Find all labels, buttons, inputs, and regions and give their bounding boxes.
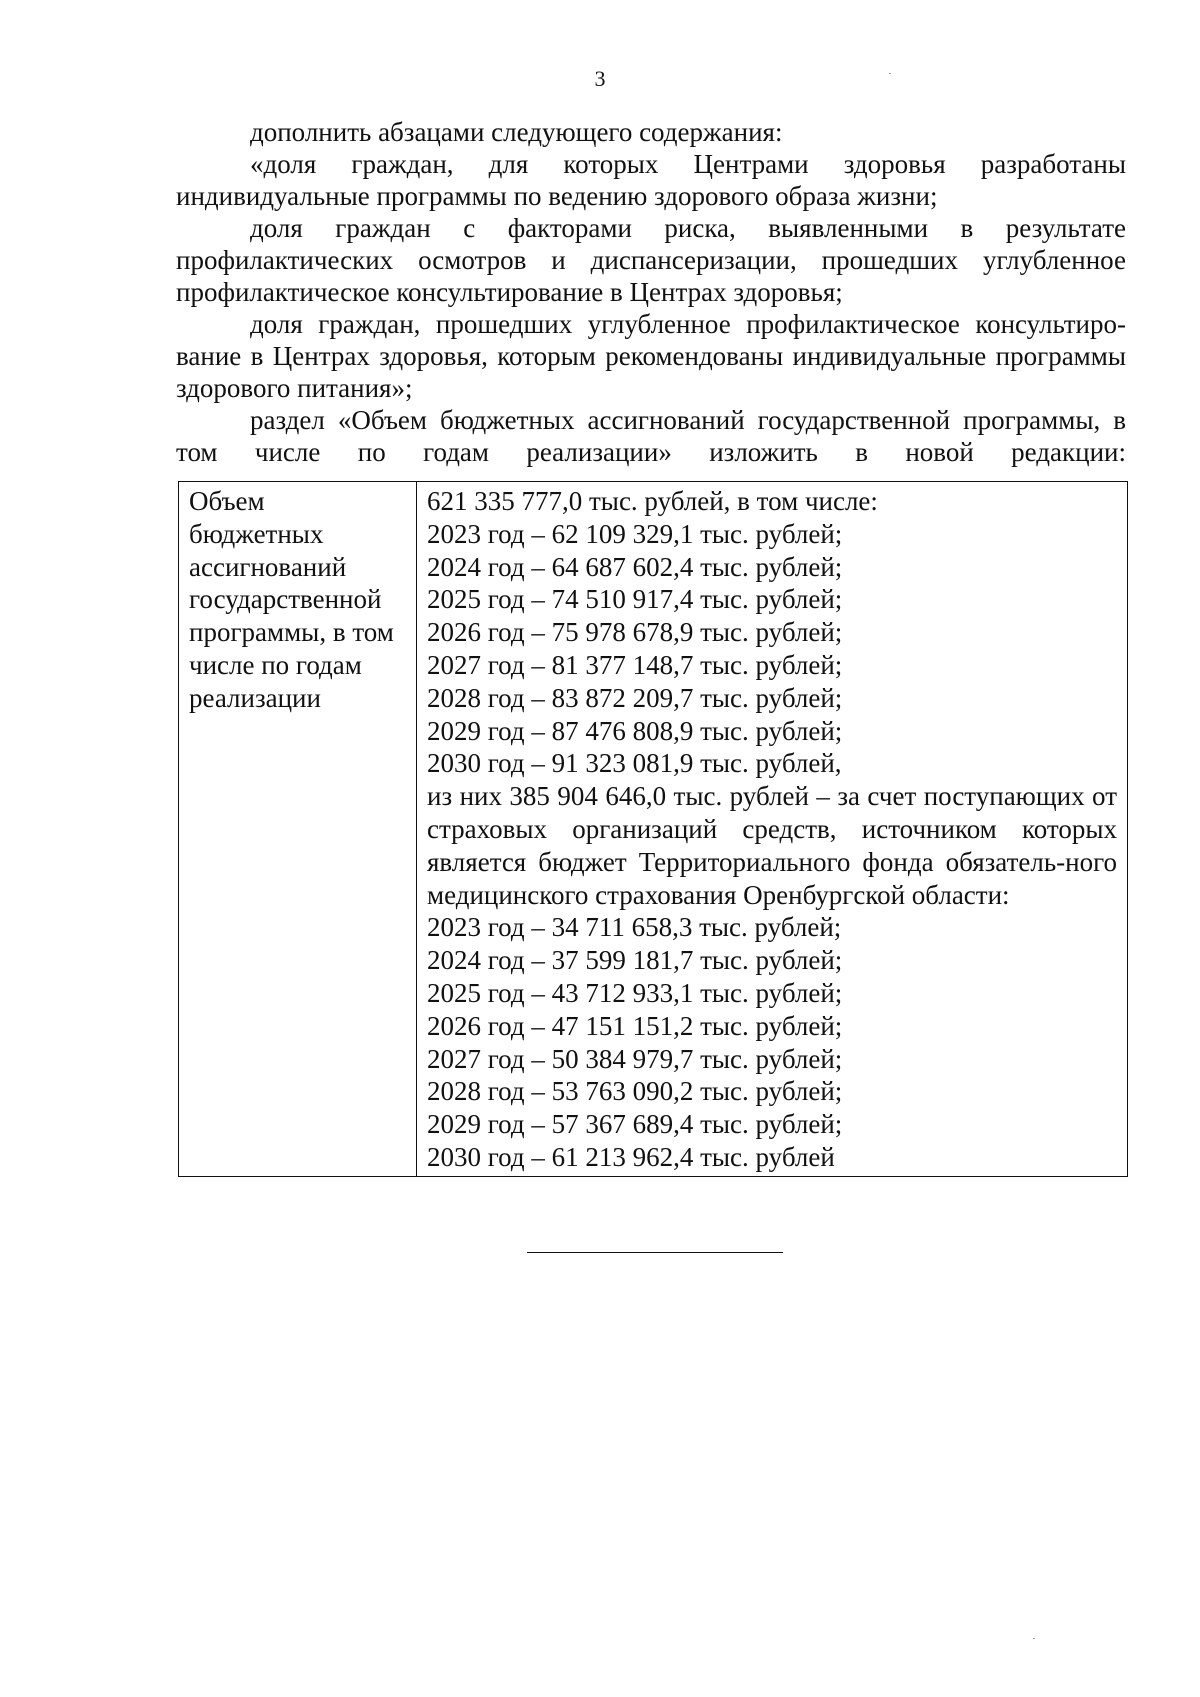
page-number: 3 bbox=[594, 66, 606, 91]
label-line: государственной bbox=[189, 584, 382, 615]
insurance-year-line: 2027 год – 50 384 979,7 тыс. рублей; bbox=[427, 1043, 843, 1074]
budget-year-line: 2026 год – 75 978 678,9 тыс. рублей; bbox=[427, 617, 843, 648]
label-line: реализации bbox=[189, 682, 321, 713]
budget-year-line: 2027 год – 81 377 148,7 тыс. рублей; bbox=[427, 649, 843, 680]
label-line: ассигнований bbox=[189, 551, 347, 582]
budget-total: 621 335 777,0 тыс. рублей, в том числе: bbox=[427, 486, 878, 516]
budget-allocation-table bbox=[178, 481, 1128, 1177]
insurance-year-line: 2024 год – 37 599 181,7 тыс. рублей; bbox=[427, 945, 843, 976]
insurance-year-line: 2026 год – 47 151 151,2 тыс. рублей; bbox=[427, 1010, 843, 1041]
label-line: Объем bbox=[189, 486, 265, 516]
budget-year-line: 2024 год – 64 687 602,4 тыс. рублей; bbox=[427, 551, 843, 582]
document-body bbox=[176, 116, 1126, 468]
paragraph-health-centers-programs: «доля граждан, для которых Центрами здоровья разработаны индивидуальные программы по ведению здорового образа жизни; bbox=[176, 149, 1126, 211]
insurance-funds-note: из них 385 904 646,0 тыс. рублей – за счет поступающих от страховых организаций средств, источником которых является бюджет Территориального фонда обязатель-ного медицинского страхования Оренбургской области: bbox=[427, 781, 1117, 910]
end-separator-line bbox=[527, 1252, 783, 1253]
budget-year-line: 2028 год – 83 872 209,7 тыс. рублей; bbox=[427, 682, 843, 713]
paragraph-intro: дополнить абзацами следующего содержания: bbox=[250, 117, 783, 147]
budget-year-line: 2029 год – 87 476 808,9 тыс. рублей; bbox=[427, 715, 843, 746]
label-line: числе по годам bbox=[189, 649, 362, 680]
table-row bbox=[179, 482, 1128, 1177]
insurance-year-line: 2030 год – 61 213 962,4 тыс. рублей bbox=[427, 1141, 835, 1172]
paragraph-risk-factors: доля граждан с факторами риска, выявленными в результате профилактических осмотров и диспансеризации, прошедших углубленное профилактическое консультирование в Центрах здоровья; bbox=[176, 213, 1126, 307]
insurance-year-line: 2028 год – 53 763 090,2 тыс. рублей; bbox=[427, 1076, 843, 1107]
scan-speck bbox=[889, 73, 891, 74]
table-value-cell bbox=[417, 482, 1128, 1177]
budget-year-line: 2023 год – 62 109 329,1 тыс. рублей; bbox=[427, 518, 843, 549]
insurance-year-line: 2029 год – 57 367 689,4 тыс. рублей; bbox=[427, 1109, 843, 1140]
paragraph-nutrition-programs: доля граждан, прошедших углубленное профилактическое консультиро-вание в Центрах здоровья, которым рекомендованы индивидуальные программы здорового питания»; bbox=[176, 309, 1126, 403]
table-label-cell bbox=[179, 482, 417, 1177]
insurance-year-line: 2023 год – 34 711 658,3 тыс. рублей; bbox=[427, 912, 842, 943]
paragraph-section-replacement: раздел «Объем бюджетных ассигнований государственной программы, в том числе по годам реализации» изложить в новой редакции: bbox=[176, 405, 1126, 467]
scan-speck bbox=[1033, 1638, 1035, 1639]
label-line: бюджетных bbox=[189, 518, 324, 549]
budget-year-line: 2025 год – 74 510 917,4 тыс. рублей; bbox=[427, 584, 843, 615]
budget-year-line: 2030 год – 91 323 081,9 тыс. рублей, bbox=[427, 748, 842, 779]
insurance-year-line: 2025 год – 43 712 933,1 тыс. рублей; bbox=[427, 977, 843, 1008]
label-line: программы, в том bbox=[189, 617, 394, 648]
